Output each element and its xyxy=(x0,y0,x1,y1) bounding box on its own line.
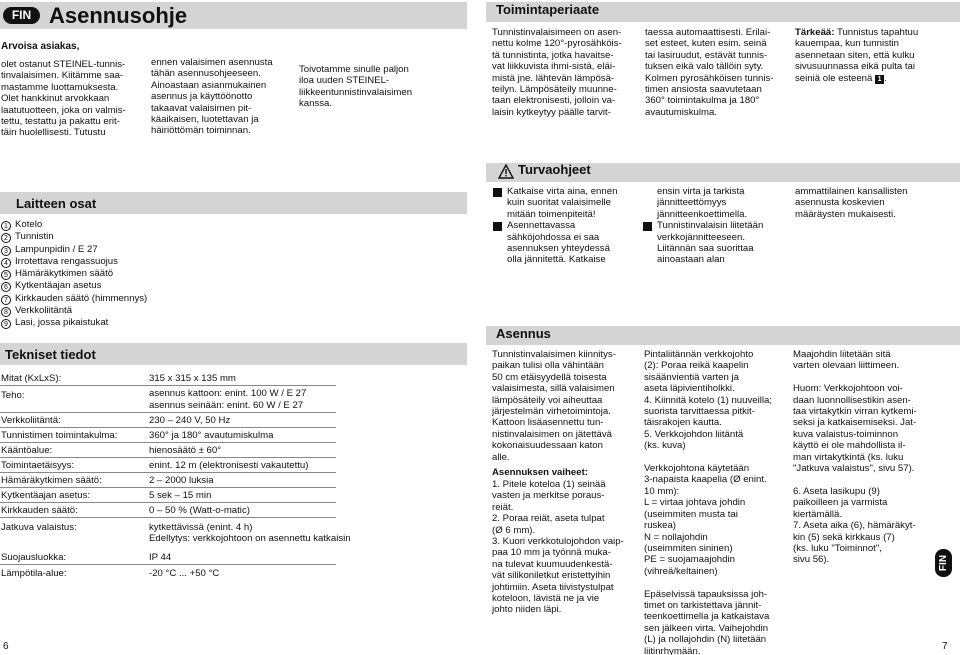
part-number: 7 xyxy=(1,295,11,305)
row-value: 230 – 240 V, 50 Hz xyxy=(149,414,231,426)
row-label: Teho: xyxy=(1,390,25,401)
tech-table xyxy=(0,372,351,584)
row-label: Kirkkauden säätö: xyxy=(1,504,78,516)
parts-title: Laitteen osat xyxy=(16,196,97,211)
part-number: 2 xyxy=(1,233,11,243)
list-item xyxy=(1,280,301,292)
row-value: 2 – 2000 luksia xyxy=(149,474,214,486)
bullet-icon xyxy=(643,222,652,231)
operation-title: Toimintaperiaate xyxy=(496,2,600,17)
side-language-badge xyxy=(935,549,952,577)
safety-title: Turvaohjeet xyxy=(518,162,591,177)
operation-column-3: Tärkeää: Tunnistus tapahtuu kauempaa, kun tunnistin asennetaan siten, että kulku sivusuunnassa eikä pulta tai seiniä ole esteenä 1 . xyxy=(795,27,919,84)
greeting: Arvoisa asiakas, xyxy=(1,41,80,52)
install-steps: 1. Pitele koteloa (1) seinää vasten ja merkitse poraus- reiät. 2. Poraa reiät, aseta tulpat (Ø 6 mm). 3. Kuori verkkotulojohdon vaip- paa 10 mm ja työnnä muka- na tulevat kuumuudenkestä- vät silikoniletkut eristettyihin johtimiin. Aseta tiivistystulpat koteloon, lävistä ne ja vie johto niiden läpi. xyxy=(492,479,624,616)
part-label: Verkkoliitäntä xyxy=(15,305,73,317)
row-label: Toimintaetäisyys: xyxy=(1,459,75,471)
part-number: 8 xyxy=(1,307,11,317)
list-item xyxy=(1,256,301,268)
list-item xyxy=(1,244,301,256)
part-label: Kirkkauden säätö (himmennys) xyxy=(15,292,148,304)
operation-column-1: Tunnistinvalaisimeen on asen- nettu kolme 120°-pyrosähköis- tä tunnistinta, jotka havaitse- vat liikkuvista ihmi-sistä, eläi- mistä jne. lähtevän lämpösä- teilyn. Lämpösäteily muunne- taan elektronisesti, jolloin va- laisin kytkeytyy päälle tarvit- xyxy=(492,27,622,118)
table-row xyxy=(0,566,336,580)
table-row xyxy=(0,429,336,443)
list-item xyxy=(1,268,301,280)
row-label: Verkkoliitäntä: xyxy=(1,414,61,426)
install-title: Asennus xyxy=(496,326,551,341)
safety-column-2: ensin virta ja tarkista jännitteettömyys jännitteenkoettimella. Tunnistinvalaisin liitetään verkkojännitteeseen. Liitännän saa suorittaa ainoastaan alan xyxy=(657,186,764,266)
page-title: Asennusohje xyxy=(49,3,188,28)
row-value: 0 – 50 % (Watt-o-matic) xyxy=(149,504,250,516)
intro-column-2: ennen valaisimen asennusta tähän asennusohjeeseen. Ainoastaan asianmukainen asennus ja käyttöönotto takaavat valaisimen pit- käaikaisen, luotettavan ja häiriöttömän toiminnan. xyxy=(151,57,273,137)
part-number: 1 xyxy=(1,221,11,231)
table-row xyxy=(0,519,351,550)
page-number-left: 6 xyxy=(3,641,9,652)
operation-column-2: taessa automaattisesti. Erilai- set esteet, kuten esim. seinä tai lasiruudut, estävät tunnis- tuksen eikä valo tällöin syty. Kolmen pyrosähköisen tunnis- timen ansiosta saavutetaan 360° toimintakulma ja 180° avautumiskulma. xyxy=(645,27,774,118)
install-intro: Tunnistinvalaisimen kiinnitys- paikan tulisi olla vähintään 50 cm etäisyydellä toisesta valaisimesta, sillä valaisimen lämpösäteily voi aiheuttaa järjestelmän virhetoimintoja. Kattoon lisäasennettu tun- nistinvalaisimen on jätettävä kokonaisuudessaan katon alle. xyxy=(492,349,616,463)
row-label: Kytkentäajan asetus: xyxy=(1,489,91,501)
part-label: Hämäräkytkimen säätö xyxy=(15,268,114,280)
row-value: -20 °C ... +50 °C xyxy=(149,567,220,579)
bullet-icon xyxy=(493,188,502,197)
install-steps-title: Asennuksen vaiheet: xyxy=(492,467,588,478)
row-label: Lämpötila-alue: xyxy=(1,567,67,579)
important-text: Tunnistus tapahtuu kauempaa, kun tunnistin asennetaan siten, että kulku sivusuunnassa eikä pulta tai seiniä ole esteenä xyxy=(795,27,919,84)
list-item xyxy=(1,293,301,305)
intro-column-3: Toivotamme sinulle paljon iloa uuden STEINEL- liikkeentunnistinvalaisimen kanssa. xyxy=(299,64,413,110)
install-column-2: Pintaliitännän verkkojohto (2): Poraa reikä kaapelin sisäänvientiä varten ja aseta läpivientiholkki. 4. Kiinnitä kotelo (1) nuuveilla; suorista tarvittaessa pitkit- täisrakojen kautta. 5. Verkkojohdon liitäntä (ks. kuva) Verkkojohtona käytetään 3-napaista kaapelia (Ø enint. 10 mm): L = virtaa johtava johdin (useimmiten musta tai ruskea) N = nollajohdin (useimmiten sininen) PE = suojamaajohdin (vihreä/keltainen) Epäselvissä tapauksissa joh- timet on tarkistettava jännit- teenkoettimella ja katkaistava sen jälkeen virta. Vaihejohdin (L) ja nollajohdin (N) liitetään liitinrhymään. xyxy=(644,349,772,655)
table-row xyxy=(0,504,336,518)
table-row xyxy=(0,414,336,428)
install-header-bar xyxy=(486,326,960,345)
table-row xyxy=(0,444,336,458)
part-label: Lampunpidin / E 27 xyxy=(15,243,98,255)
row-label: Hämäräkytkimen säätö: xyxy=(1,474,102,486)
row-label: Tunnistimen toimintakulma: xyxy=(1,429,118,441)
row-label: Suojausluokka: xyxy=(1,551,67,563)
part-label: Kytkentäajan asetus xyxy=(15,280,102,292)
table-row xyxy=(0,459,336,473)
table-row xyxy=(0,372,336,386)
list-item xyxy=(1,305,301,317)
row-label: Kääntöalue: xyxy=(1,444,53,456)
row-label: Jatkuva valaistus: xyxy=(1,522,77,533)
row-value: 360° ja 180° avautumiskulma xyxy=(149,429,274,441)
list-item xyxy=(1,317,301,329)
table-row xyxy=(0,387,336,413)
list-item xyxy=(1,231,301,243)
row-value: hienosäätö ± 60° xyxy=(149,444,222,456)
row-value: 315 x 315 x 135 mm xyxy=(149,372,236,384)
row-value: 5 sek – 15 min xyxy=(149,489,212,501)
part-label: Tunnistin xyxy=(15,231,54,243)
bullet-icon xyxy=(493,222,502,231)
language-badge: FIN xyxy=(3,7,40,24)
tech-title: Tekniset tiedot xyxy=(5,347,96,362)
row-value: kytkettävissä (enint. 4 h) Edellytys: verkkojohtoon on asennettu katkaisin xyxy=(149,522,351,545)
part-number: 6 xyxy=(1,282,11,292)
table-row xyxy=(0,489,336,503)
install-column-3: Maajohdin liitetään sitä varten olevaan liittimeen. Huom: Verkkojohtoon voi- daan luonnollisestikin asen- taa virtakytkin virran kytkemi- seksi ja katkaisemiseksi. Jat- kuva valaistus-toiminnon käyttö ei ole mahdollista il- man virtakytkintä (ks. luku "Jatkuva valaistus", sivu 57). 6. Aseta lasikupu (9) paikoilleen ja varmista kiertämällä. 7. Aseta aika (6), hämäräkyt- kin (5) sekä kirkkaus (7) (ks. luku "Toiminnot", sivu 56). xyxy=(793,349,917,566)
part-label: Lasi, jossa pikaistukat xyxy=(15,317,109,329)
parts-list xyxy=(1,219,301,330)
part-number: 3 xyxy=(1,246,11,256)
list-item xyxy=(1,219,301,231)
row-value: IP 44 xyxy=(149,551,172,563)
page-number-right: 7 xyxy=(942,641,948,652)
safety-column-3: ammattilainen kansallisten asennusta koskevien määräysten mukaisesti. xyxy=(795,186,908,220)
important-label: Tärkeää: xyxy=(795,27,835,38)
part-number: 5 xyxy=(1,270,11,280)
warning-icon xyxy=(498,164,514,179)
part-ref-badge: 1 xyxy=(875,75,884,84)
safety-column-1: Katkaise virta aina, ennen kuin suoritat valaisimelle mitään toimenpiteitä! Asennettavassa sähköjohdossa ei saa asennuksen yhteydessä olla jännitettä. Katkaise xyxy=(507,186,618,266)
part-label: Irrotettava rengassuojus xyxy=(15,255,118,267)
side-badge-text: FIN xyxy=(938,554,949,572)
part-number: 9 xyxy=(1,319,11,329)
part-number: 4 xyxy=(1,258,11,268)
row-value: asennus kattoon: enint. 100 W / E 27 asennus seinään: enint. 60 W / E 27 xyxy=(149,388,307,411)
table-row xyxy=(0,474,336,488)
row-label: Mitat (KxLxS): xyxy=(1,372,62,384)
part-label: Kotelo xyxy=(15,219,43,230)
intro-column-1: olet ostanut STEINEL-tunnis- tinvalaisimen. Kiitämme saa- mastamme luottamuksesta. Olet hankkinut arvokkaan laatutuotteen, joka on valmis- tettu, testattu ja pakattu erit- täin huolellisesti. Tutustu xyxy=(1,59,126,139)
row-value: enint. 12 m (elektronisesti vakautettu) xyxy=(149,459,309,471)
table-row xyxy=(0,551,336,565)
